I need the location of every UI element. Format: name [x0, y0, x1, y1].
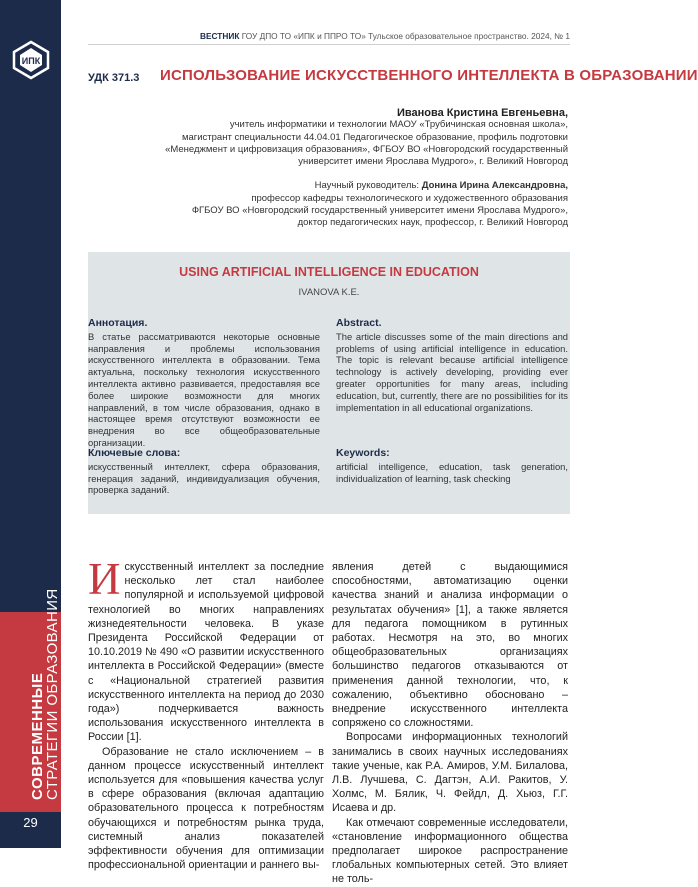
ru-keywords: [88, 448, 320, 496]
author-affiliation-line: университет имени Ярослава Мудрого», г. Великий Новгород: [298, 156, 568, 168]
body-paragraph: Вопросами информационных технологий занимались в своих научных исследованиях такие ученые, как Р.А. Амиров, У.М. Билалова, Л.В. Лучшева, С. Дагтэн, А.И. Ракитов, У. Холмс, М. Бялик, Ч. Фейдл, Д. Хьюз, Г.Г. Исаева и др.: [332, 731, 568, 815]
en-abstract-heading: Abstract.: [336, 317, 382, 329]
author-affiliation-line: магистрант специальности 44.04.01 Педагогическое образование, профиль подготовки: [181, 131, 568, 143]
section-label-bold: СОВРЕМЕННЫЕ: [29, 672, 46, 800]
journal-details: ГОУ ДПО ТО «ИПК и ППРО ТО» Тульское образовательное пространство. 2024, № 1: [241, 31, 571, 41]
ru-keywords-heading: Ключевые слова:: [88, 447, 181, 459]
body-paragraph: [88, 554, 324, 745]
drop-cap: И: [88, 554, 121, 604]
supervisor-name: Донина Ирина Александровна,: [421, 180, 568, 192]
body-paragraph: явления детей с выдающимися способностями, автоматизацию оценки качества знаний и анализа информации о результатах обучения» [1], а также является для педагога помощником в рутинных работах. Несмотря на это, во многих общеобразовательных организациях большинство педагогов отказываются от применения данной технологии, что, к сожалению, объективно обосновано – внедрение искусственного интеллекта сопряжено со сложностями.: [332, 561, 568, 730]
supervisor-affiliation-line: ФГБОУ ВО «Новгородский государственный университет имени Ярослава Мудрого»,: [191, 205, 568, 217]
en-abstract: [336, 318, 568, 413]
supervisor-prefix: Научный руководитель:: [314, 180, 422, 192]
author-block: [128, 107, 568, 230]
abstract-box: [88, 252, 570, 514]
body-paragraph-text: скусственный интеллект за последние несколько лет стал наиболее популярной и используемой цифровой технологией во многих направлениях жизнедеятельности человека. В указе Президента Российской Федерации от 10.10.2019 № 490 «О развитии искусственного интеллекта в Российской Федерации» (вместе с «Национальной стратегией развития искусственного интеллекта на период до 2030 года») подчеркивается важность использования искусственного интеллекта в России [1].: [88, 561, 324, 744]
article-title: ИСПОЛЬЗОВАНИЕ ИСКУССТВЕННОГО ИНТЕЛЛЕКТА В ОБРАЗОВАНИИ: [160, 67, 698, 84]
body-paragraph: Образование не стало исключением – в данном процессе искусственный интеллект используется для «повышения качества услуг в сфере образования (включая адаптацию образовательного процесса к потребностям обучающихся и потребностям рынка труда, системный анализ показателей эффективности обучения для оптимизации профессиональной ориентации и раннего вы-: [88, 745, 324, 872]
en-keywords: [336, 448, 568, 484]
body-paragraph: Как отмечают современные исследователи, «становление информационного общества предполагает широкое распространение глобальных компьютерных сетей. Это влияет не толь-: [332, 816, 568, 886]
running-header: [200, 31, 570, 41]
author-affiliation-line: «Менеджмент и цифровизация образования», ФГБОУ ВО «Новгородский государственный: [165, 143, 568, 155]
author-affiliation-line: учитель информатики и технологии МАОУ «Трубичинская основная школа»,: [229, 119, 568, 131]
ru-abstract-heading: Аннотация.: [88, 317, 148, 329]
header-divider: [88, 44, 570, 45]
body-column-left: [88, 554, 324, 872]
ru-abstract: [88, 318, 320, 449]
supervisor-affiliation-line: доктор педагогических наук, профессор, г. Великий Новгород: [297, 217, 568, 229]
english-authors: IVANOVA K.E.: [298, 287, 360, 298]
section-label-light: СТРАТЕГИИ ОБРАЗОВАНИЯ: [44, 588, 61, 800]
en-keywords-text: artificial intelligence, education, task generation, individualization of learning, task checking: [336, 460, 568, 484]
journal-logo-icon: [11, 40, 51, 80]
journal-name: ВЕСТНИК: [200, 31, 240, 41]
sidebar: [0, 0, 61, 848]
logo-text: ИПК: [21, 56, 41, 66]
udk-code: УДК 371.3: [88, 72, 140, 84]
author-name: Иванова Кристина Евгеньевна,: [397, 107, 568, 119]
ru-keywords-text: искусственный интеллект, сфера образования, генерация заданий, индивидуализация обучения, проверка заданий.: [88, 460, 320, 496]
ru-abstract-text: В статье рассматриваются некоторые основные направления и проблемы использования искусственного интеллекта в образовании. Тема актуальна, поскольку технология искусственного интеллекта активно развивается, предоставляя все более широкие возможности для многих направлений, в том числе образования, однако в настоящее время отсутствуют возможности ее внедрения во все общеобразовательные организации.: [88, 330, 320, 448]
supervisor-line: [128, 180, 568, 192]
supervisor-affiliation-line: профессор кафедры технологического и художественного образования: [251, 192, 568, 204]
english-title: USING ARTIFICIAL INTELLIGENCE IN EDUCATION: [179, 265, 479, 279]
en-abstract-text: The article discusses some of the main directions and problems of using artificial intelligence in education. The topic is relevant because artificial intelligence technology is actively developing, providing ever greater opportunities for many areas, including education, but, currently, there are no possibilities for its implementation in all educational organizations.: [336, 330, 568, 413]
page-number: 29: [23, 815, 38, 830]
en-keywords-heading: Keywords:: [336, 447, 390, 459]
body-column-right: [332, 560, 568, 887]
section-vertical-label: [30, 588, 60, 800]
